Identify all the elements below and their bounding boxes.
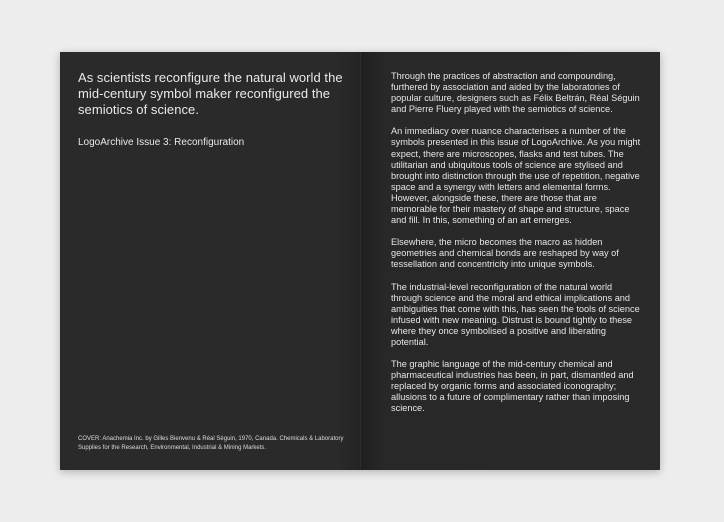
headline: As scientists reconfigure the natural world the mid-century symbol maker reconfigured the semiotics of science. bbox=[78, 70, 343, 117]
body-paragraph-2: An immediacy over nuance characterises a number of the symbols presented in this issue of LogoArchive. As you might expect, there are microscopes, flasks and test tubes. The utilitarian and ubiquitous tools of science are stylised and brought into distinction through the use of repetition, negative space and a synergy with letters and elemental forms. However, alongside these, there are those that are memorable for their mastery of shape and structure, space and fill. In this, something of an art emerges. bbox=[391, 126, 641, 226]
left-page bbox=[60, 52, 361, 470]
cover-credit: COVER: Anachemia Inc. by Gilles Bienvenu & Réal Séguin, 1970, Canada. Chemicals & Laboratory Supplies for the Research, Environmental, Industrial & Mining Markets. bbox=[78, 436, 344, 451]
body-paragraph-3: Elsewhere, the micro becomes the macro as hidden geometries and chemical bonds are reshaped by way of tessellation and concentricity into unique symbols. bbox=[391, 237, 619, 270]
open-booklet-spread bbox=[60, 52, 660, 470]
body-paragraph-5: The graphic language of the mid-century chemical and pharmaceutical industries has been, in part, dismantled and replaced by organic forms and associated iconography; allusions to a future of complimentary rather than imposing science. bbox=[391, 359, 634, 414]
right-page bbox=[361, 52, 660, 470]
body-paragraph-1: Through the practices of abstraction and compounding, furthered by association and aided by the laboratories of popular culture, designers such as Félix Beltrán, Réal Séguin and Pierre Fluery played with the semiotics of science. bbox=[391, 71, 640, 115]
body-paragraph-4: The industrial-level reconfiguration of the natural world through science and the moral and ethical implications and ambiguities that come with this, has seen the tools of science infused with new meaning. Distrust is bound tightly to these where they once symbolised a positive and liberating potential. bbox=[391, 281, 640, 347]
issue-title: LogoArchive Issue 3: Reconfiguration bbox=[78, 137, 245, 148]
